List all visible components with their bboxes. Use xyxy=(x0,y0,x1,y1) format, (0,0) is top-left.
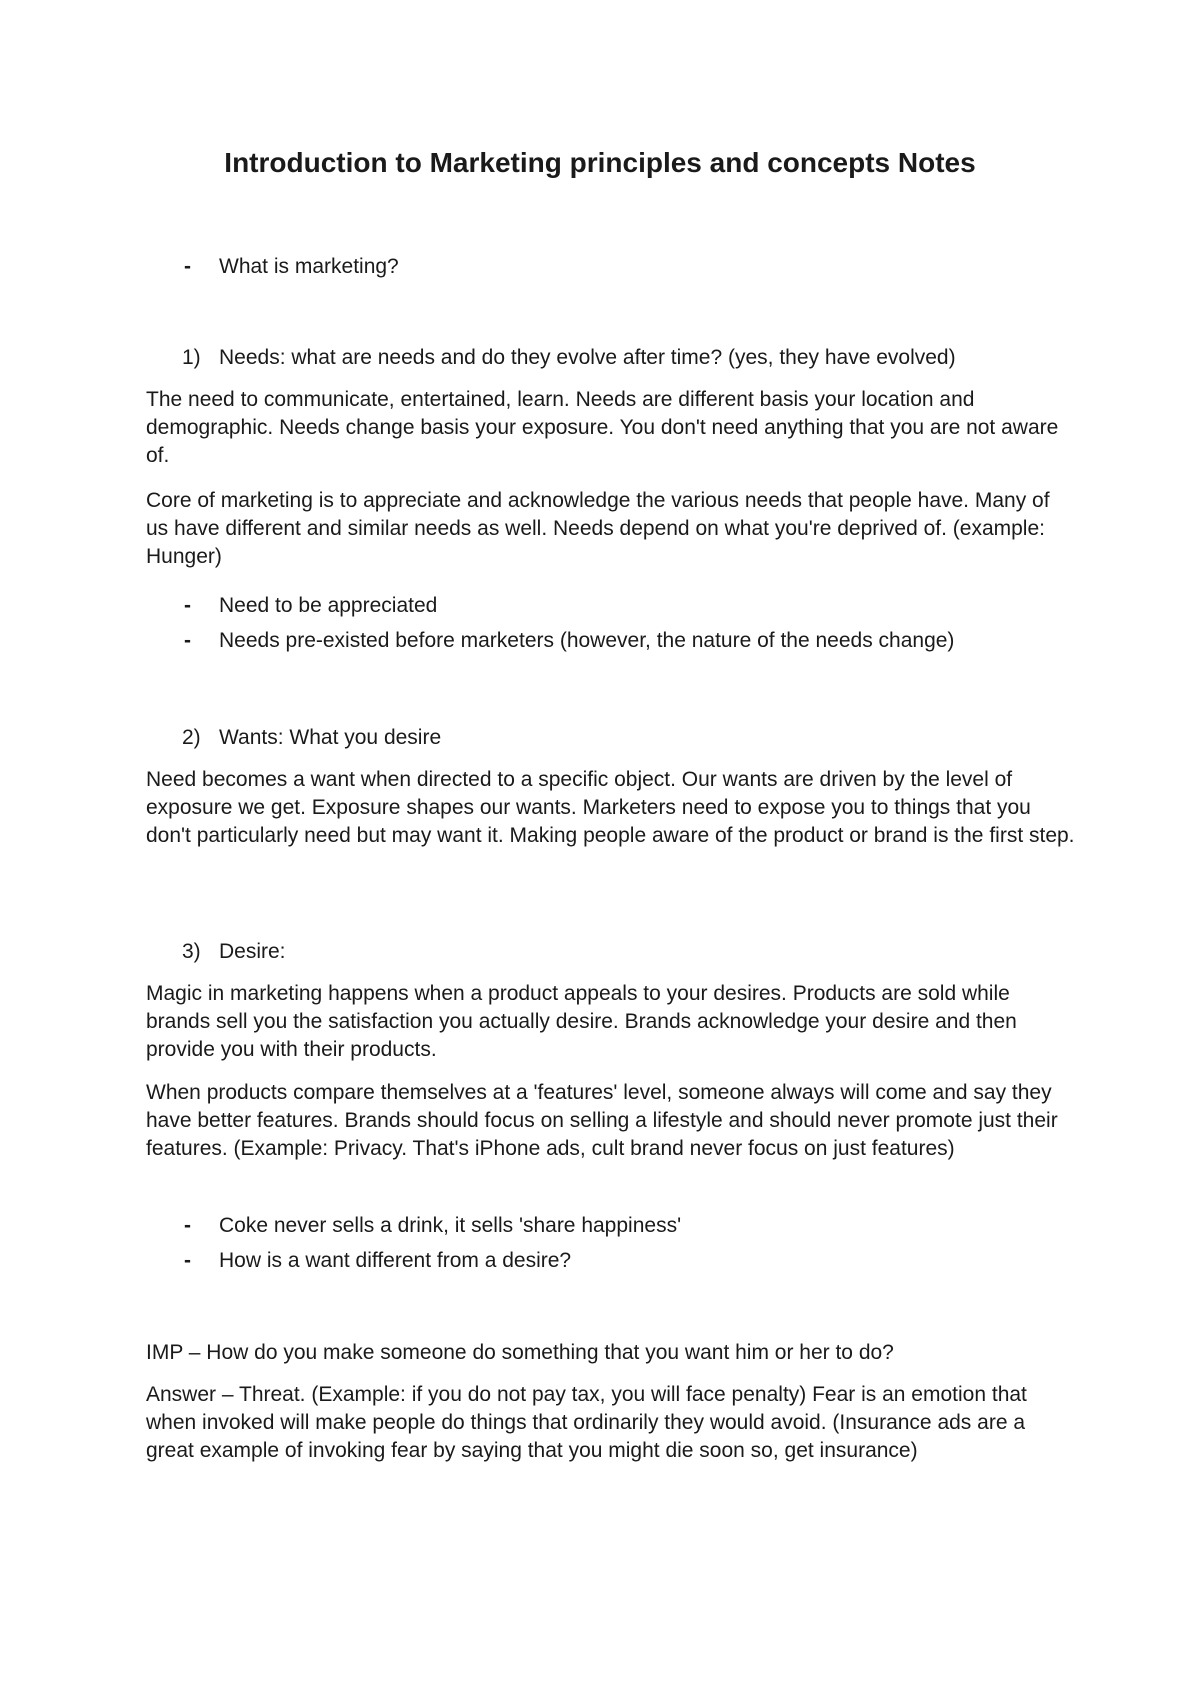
list-item xyxy=(0,1247,1200,1275)
section-number: 1) xyxy=(182,346,201,369)
paragraph: When products compare themselves at a 'features' level, someone always will come and say they have better features. Brands should focus on selling a lifestyle and should never promote just their features. (Example: Privacy. That's iPhone ads, cult brand never focus on just features) xyxy=(146,1081,1058,1160)
section-heading-desire xyxy=(0,938,1200,966)
bullet-text: Coke never sells a drink, it sells 'share happiness' xyxy=(219,1214,682,1237)
list-item xyxy=(0,627,1200,655)
paragraph: Core of marketing is to appreciate and acknowledge the various needs that people have. Many of us have different and similar needs as well. Needs depend on what you're deprived of. (example: Hunger) xyxy=(146,489,1050,568)
section-number: 2) xyxy=(182,726,201,749)
section-heading-text: Desire: xyxy=(219,940,286,963)
section-heading-text: Needs: what are needs and do they evolve after time? (yes, they have evolved) xyxy=(219,346,956,369)
bullet-marker: - xyxy=(184,1214,191,1237)
section-number: 3) xyxy=(182,940,201,963)
bullet-marker: - xyxy=(184,594,191,617)
bullet-text: Need to be appreciated xyxy=(219,594,438,617)
imp-question: IMP – How do you make someone do something that you want him or her to do? xyxy=(146,1341,894,1364)
list-item xyxy=(0,592,1200,620)
section-heading-needs xyxy=(0,344,1200,372)
bullet-text: Needs pre-existed before marketers (however, the nature of the needs change) xyxy=(219,629,955,652)
intro-bullet-item xyxy=(0,253,1200,281)
paragraph: Need becomes a want when directed to a specific object. Our wants are driven by the level of exposure we get. Exposure shapes our wants. Marketers need to expose you to things that you don't particularly need but may want it. Making people aware of the product or brand is the first step. xyxy=(146,768,1075,847)
document-title: Introduction to Marketing principles and concepts Notes xyxy=(224,147,976,178)
section-heading-wants xyxy=(0,724,1200,752)
section-heading-text: Wants: What you desire xyxy=(219,726,442,749)
list-item xyxy=(0,1212,1200,1240)
paragraph: The need to communicate, entertained, learn. Needs are different basis your location and demographic. Needs change basis your exposure. You don't need anything that you are not aware of. xyxy=(146,388,1059,467)
intro-bullet-text: What is marketing? xyxy=(219,255,399,278)
paragraph: Magic in marketing happens when a product appeals to your desires. Products are sold while brands sell you the satisfaction you actually desire. Brands acknowledge your desire and then provide you with their products. xyxy=(146,982,1017,1061)
bullet-marker: - xyxy=(184,255,191,278)
bullet-marker: - xyxy=(184,1249,191,1272)
bullet-text: How is a want different from a desire? xyxy=(219,1249,572,1272)
imp-answer: Answer – Threat. (Example: if you do not pay tax, you will face penalty) Fear is an emotion that when invoked will make people do things that ordinarily they would avoid. (Insurance ads are a great example of invoking fear by saying that you might die soon so, get insurance) xyxy=(146,1383,1027,1462)
bullet-marker: - xyxy=(184,629,191,652)
